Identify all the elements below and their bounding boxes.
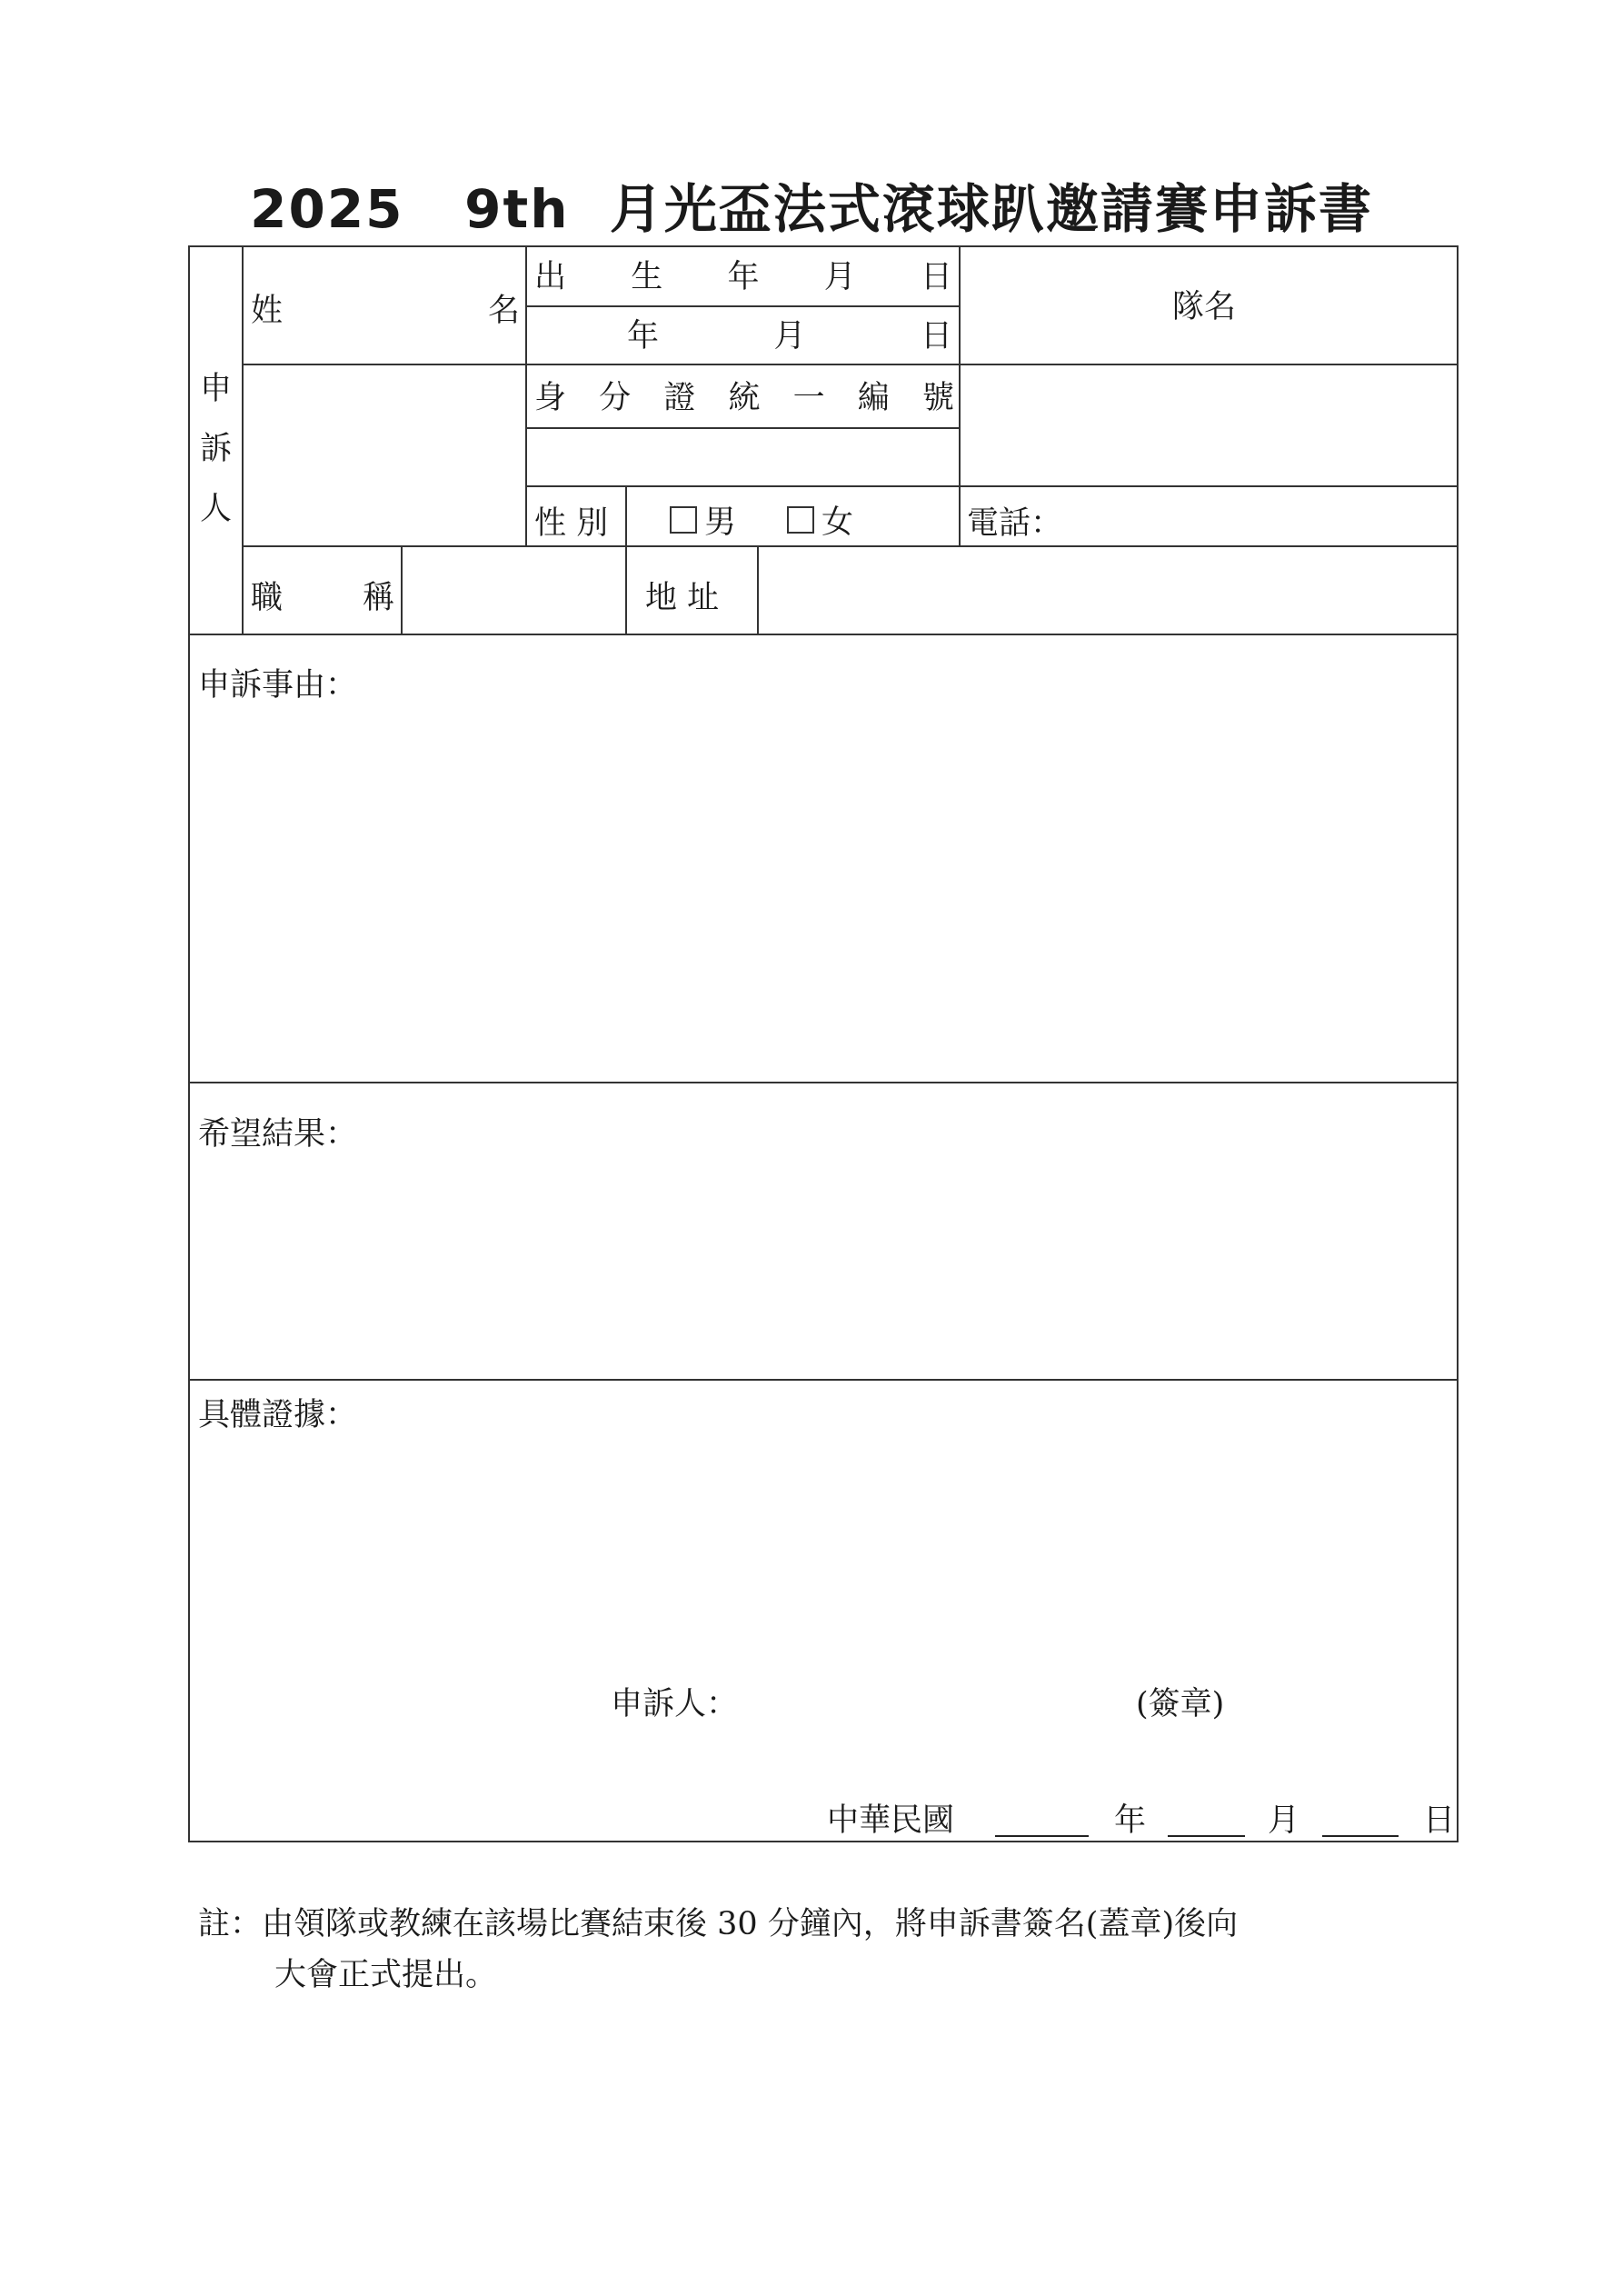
signature-field[interactable] <box>754 1682 1118 1727</box>
expected-result-input-area[interactable] <box>192 1162 1455 1376</box>
birth-label-char: 出 <box>534 259 567 295</box>
birth-day-char: 日 <box>920 318 952 354</box>
table-border-top <box>188 245 1459 247</box>
female-checkbox[interactable] <box>787 506 814 534</box>
address-label: 地 址 <box>645 580 720 616</box>
id-label-char: 證 <box>663 380 696 416</box>
divider <box>242 545 1459 547</box>
birth-label-char: 年 <box>727 259 760 295</box>
birth-label-char: 日 <box>920 259 952 295</box>
team-name-input-area[interactable] <box>962 367 1455 484</box>
job-title-label <box>251 580 394 616</box>
id-label-char: 統 <box>728 380 761 416</box>
page-title: 2025 9th 月光盃法式滾球趴邀請賽申訴書 <box>250 178 1373 240</box>
note-line-1: 註：由領隊或教練在該場比賽結束後 30 分鐘內，將申訴書簽名(蓋章)後向 <box>198 1906 1239 1942</box>
birth-label-char: 生 <box>631 259 663 295</box>
appellant-header-char: 訴 <box>200 431 233 467</box>
birth-month-char: 月 <box>773 318 806 354</box>
note-line-2: 大會正式提出。 <box>274 1957 498 1993</box>
birth-date-label <box>534 259 952 295</box>
month-label: 月 <box>1268 1802 1300 1839</box>
id-number-input[interactable] <box>529 431 957 484</box>
id-label-char: 編 <box>857 380 890 416</box>
name-label-char: 名 <box>487 293 520 329</box>
divider <box>242 364 1459 365</box>
name-label-char: 姓 <box>251 293 284 329</box>
appellant-header-char: 人 <box>200 491 233 527</box>
divider <box>757 545 759 635</box>
id-label-char: 一 <box>792 380 825 416</box>
table-border-left <box>188 245 190 1842</box>
table-border-bottom <box>188 1841 1459 1842</box>
job-title-char: 稱 <box>362 580 394 616</box>
id-label-char: 身 <box>534 380 567 416</box>
name-label <box>251 293 520 329</box>
year-label: 年 <box>1114 1802 1147 1839</box>
male-label: 男 <box>704 504 737 541</box>
gender-label: 性 別 <box>534 505 609 542</box>
expected-result-label: 希望結果： <box>198 1116 358 1153</box>
divider <box>959 245 961 547</box>
evidence-label: 具體證據： <box>198 1397 358 1433</box>
divider <box>242 245 244 635</box>
male-checkbox[interactable] <box>670 506 697 534</box>
divider <box>525 485 1459 487</box>
id-label-char: 號 <box>921 380 954 416</box>
birth-label-char: 月 <box>823 259 856 295</box>
id-number-label <box>534 380 954 416</box>
divider <box>525 305 959 307</box>
name-input-area[interactable] <box>245 367 523 544</box>
team-name-label: 隊名 <box>1172 289 1237 325</box>
phone-label: 電話： <box>967 505 1063 542</box>
divider <box>525 245 527 547</box>
appellant-header-char: 申 <box>200 371 233 407</box>
job-title-char: 職 <box>251 580 284 616</box>
divider <box>188 1379 1459 1381</box>
signature-label: 申訴人： <box>611 1686 739 1722</box>
birth-year-char: 年 <box>627 318 660 354</box>
month-blank[interactable] <box>1168 1835 1245 1837</box>
day-blank[interactable] <box>1322 1835 1399 1837</box>
divider <box>401 545 403 635</box>
evidence-input-area[interactable] <box>192 1443 1455 1671</box>
signature-stamp-label: (簽章) <box>1136 1686 1225 1722</box>
date-prefix: 中華民國 <box>827 1802 955 1839</box>
divider <box>525 427 959 429</box>
day-label: 日 <box>1423 1802 1456 1839</box>
year-blank[interactable] <box>995 1835 1089 1837</box>
divider <box>188 1082 1459 1083</box>
female-label: 女 <box>821 504 854 541</box>
address-input[interactable] <box>761 549 1455 633</box>
reason-label: 申訴事由： <box>198 667 358 704</box>
divider <box>188 634 1459 635</box>
reason-input-area[interactable] <box>192 713 1455 1078</box>
birth-date-field[interactable] <box>627 318 952 354</box>
id-label-char: 分 <box>599 380 632 416</box>
